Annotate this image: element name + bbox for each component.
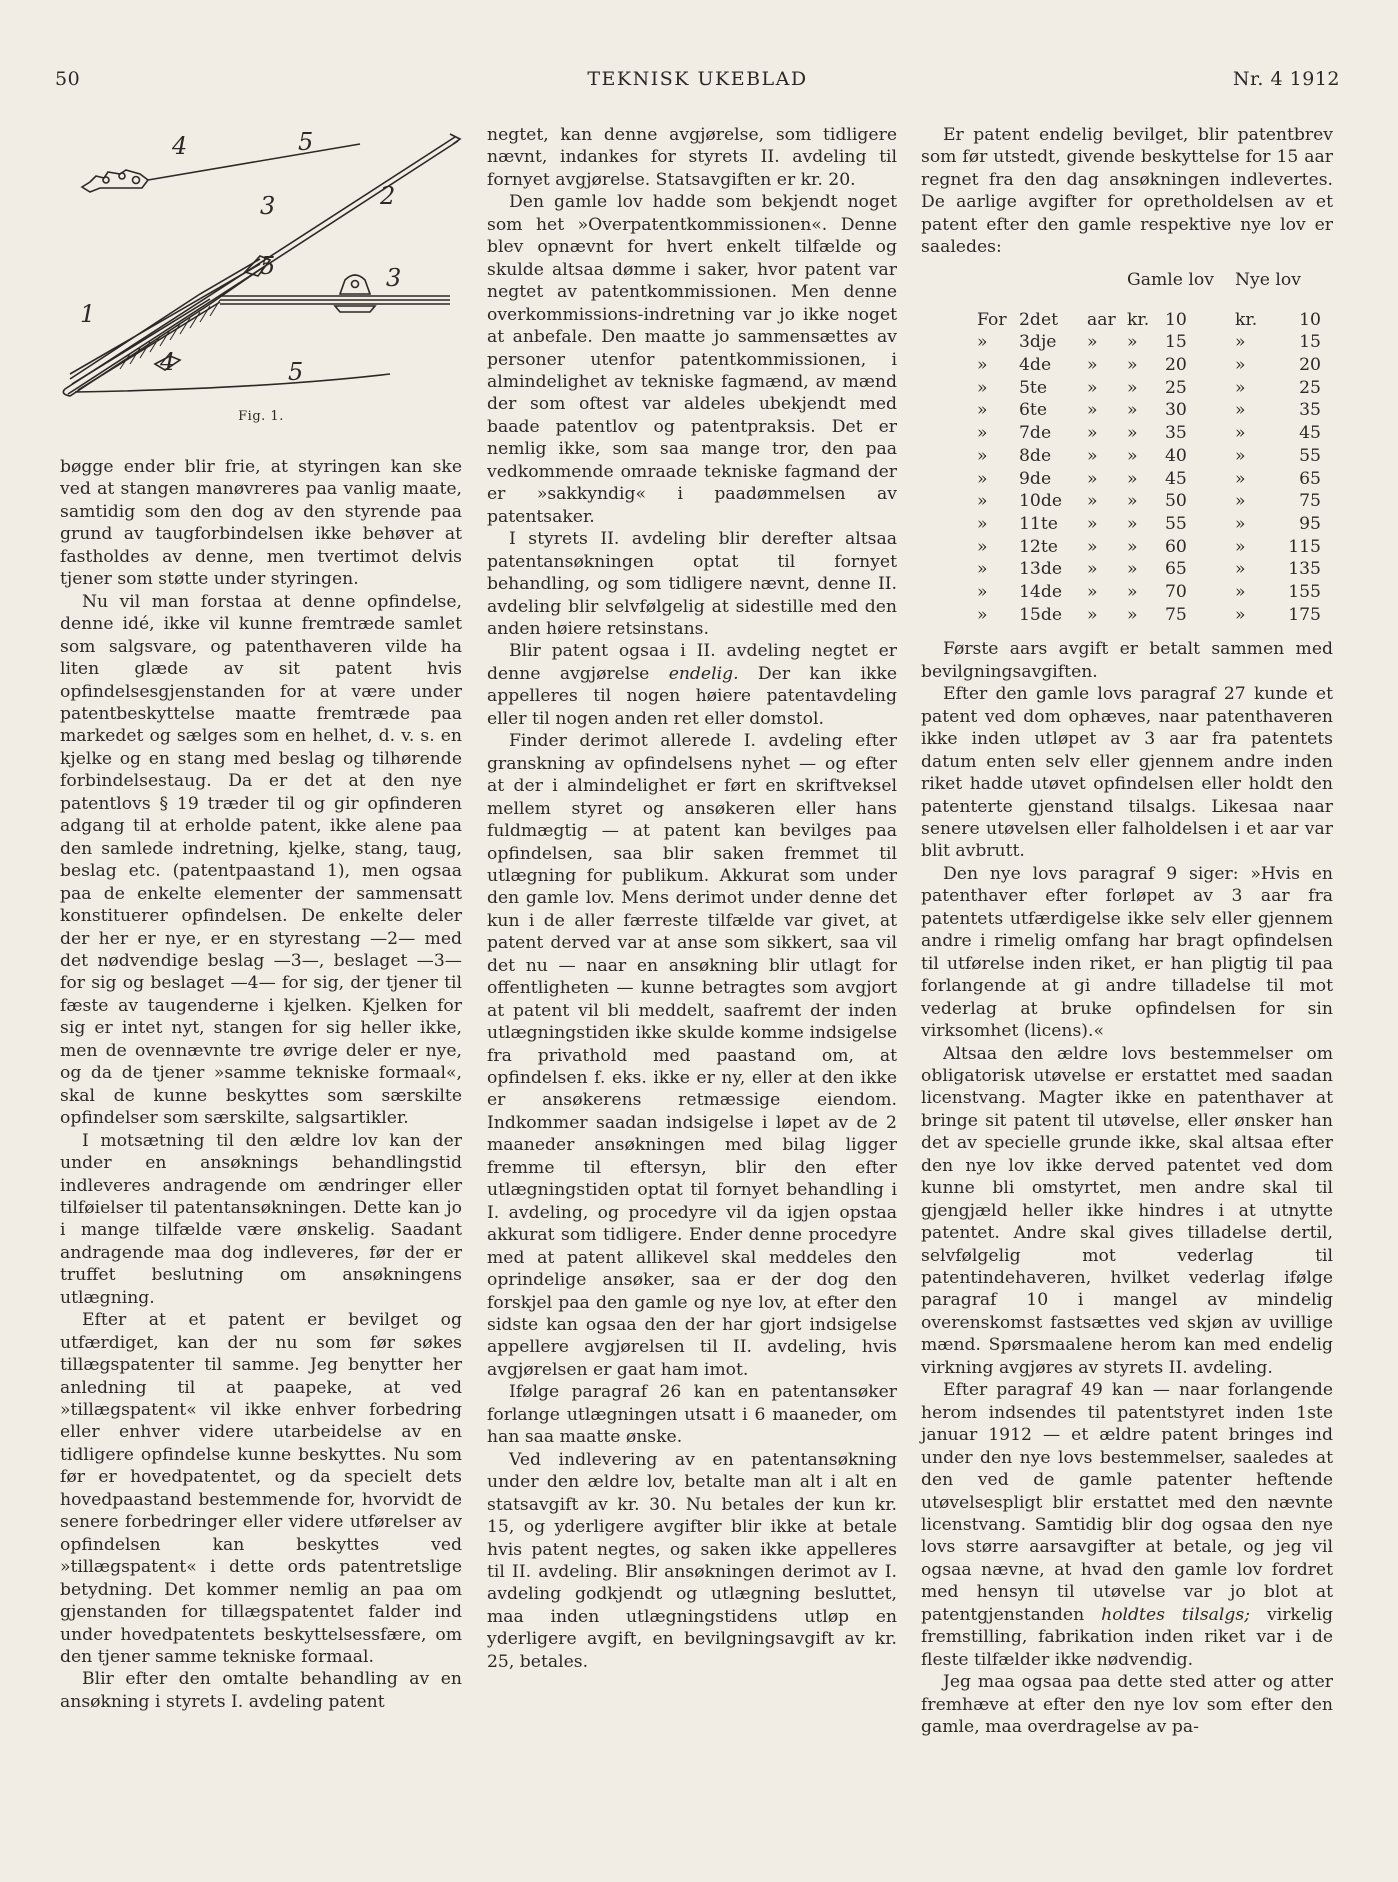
fee-table-row: [977, 468, 1321, 491]
fee-cell-kr1: »: [1127, 604, 1138, 625]
figure-label-5-mid: 5: [260, 252, 276, 280]
fee-cell-kr2: »: [1235, 559, 1246, 580]
figure-label-1: 1: [80, 300, 96, 328]
fee-table-row: [977, 445, 1321, 468]
fee-cell-kr1: kr.: [1127, 309, 1150, 330]
fee-cell-ordinal: 9de: [1019, 468, 1052, 489]
fee-cell-ordinal: 6te: [1019, 400, 1048, 421]
fee-cell-aar: »: [1087, 581, 1098, 602]
figure-label-4-top: 4: [172, 132, 188, 160]
fee-cell-kr2: »: [1235, 332, 1246, 353]
paragraph: Nu vil man forstaa at denne opfindelse, denne idé, ikke vil kunne fremtræde samlet som salgsvare, og patenthaveren vilde ha liten glæde av sit patent hvis opfindelsesgjenstanden for at være under patentbeskyttelse maatte fremtræde paa markedet og sælges som en helhet, d. v. s. en kjelke og en stang med beslag og tilhørende forbindelsestaug. Da er det at den nye patentlovs § 19 træder til og gir opfinderen adgang til at erholde patent, ikke alene paa den samlede indretning, kjelke, stang, taug, beslag etc. (patentpaastand 1), men ogsaa paa de enkelte elementer der sammensatt konstituerer opfindelsen. De enkelte deler der her er nye, er en styrestang —2— med det nødvendige beslag —3—, beslaget —3— for sig og beslaget —4— for sig, der tjener til fæste av taugenderne i kjelken. Kjelken for sig er intet nyt, stangen for sig heller ikke, men de ovennævnte tre øvrige deler er nye, og da de tjener »samme tekniske formaal«, skal de kunne beskyttes som særskilte opfindelser som særskilte, salgsartikler.: [60, 591, 462, 1129]
fee-cell-prefix: »: [977, 423, 988, 444]
fee-cell-kr2: »: [1235, 400, 1246, 421]
paragraph: Finder derimot allerede I. avdeling efter granskning av opfindelsens nyhet — og efter at der i almindelighet er ført en skriftveksel mellem styret og ansøkeren eller hans fuldmægtig — at patent kan bevilges paa opfindelsen, saa blir saken fremmet til utlægning for publikum. Akkurat som under den gamle lov. Mens derimot under denne det kun i de aller færreste tilfælde var givet, at patent derved var at anse som sikkert, saa vil det nu — naar en ansøkning blir utlagt for offentligheten — kunne betragtes som avgjort at patent vil bli meddelt, saafremt der inden utlægningstiden ikke skulde komme indsigelse fra privathold med paastand om, at opfindelsen f. eks. ikke er ny, eller at den ikke er ansøkerens retmæssige eiendom. Indkommer saadan indsigelse i løpet av de 2 maaneder ansøkningen med bilag ligger fremme til eftersyn, blir den efter utlægningstiden optat til fornyet behandling i I. avdeling, og procedyre vil da igjen opstaa akkurat som tidligere. Ender denne procedyre med at patent allikevel skal meddeles den oprindelige ansøker, saa er der dog den forskjel paa den gamle og nye lov, at efter den sidste kan ogsaa den der har gjort indsigelse appellere avgjørelsen til II. avdeling, hvis avgjørelsen er gaat ham imot.: [487, 731, 897, 1380]
fee-cell-ordinal: 15de: [1019, 604, 1063, 625]
fee-cell-old: 10: [1165, 309, 1187, 330]
fee-cell-new: 35: [1299, 400, 1321, 421]
fee-cell-new: 75: [1299, 491, 1321, 512]
fee-cell-kr1: »: [1127, 423, 1138, 444]
fee-cell-kr1: »: [1127, 559, 1138, 580]
header-new-law: Nye lov: [1235, 269, 1301, 290]
fee-cell-aar: »: [1087, 400, 1098, 421]
paragraph: I motsætning til den ældre lov kan der under en ansøknings behandlingstid indleveres andragende om ændringer eller tilføielser til patentansøkningen. Dette kan jo i mange tilfælde være ønskelig. Saadant andragende maa dog indleveres, før der er truffet beslutning om ansøkningens utlægning.: [60, 1130, 462, 1308]
fee-cell-aar: »: [1087, 559, 1098, 580]
fee-cell-prefix: »: [977, 332, 988, 353]
fee-cell-prefix: For: [977, 309, 1007, 330]
page-number: 50: [55, 68, 81, 90]
paragraph: Jeg maa ogsaa paa dette sted atter og atter fremhæve at efter den nye lov som efter den gamle, maa overdragelse av pa-: [921, 1672, 1333, 1738]
fee-table-row: [977, 354, 1321, 377]
header-old-law: Gamle lov: [1127, 269, 1214, 290]
fee-cell-kr1: »: [1127, 491, 1138, 512]
fee-cell-aar: »: [1087, 513, 1098, 534]
fee-cell-new: 15: [1299, 332, 1321, 353]
fee-table-row: [977, 399, 1321, 422]
fee-cell-new: 10: [1299, 309, 1321, 330]
fee-cell-kr2: »: [1235, 355, 1246, 376]
figure-label-5-top: 5: [298, 128, 314, 156]
fee-cell-kr2: »: [1235, 513, 1246, 534]
figure-label-3-right: 3: [386, 264, 402, 292]
paragraph: Ifølge paragraf 26 kan en patentansøker forlange utlægningen utsatt i 6 maaneder, om han saa maatte ønske.: [487, 1382, 897, 1448]
fee-cell-new: 25: [1299, 377, 1321, 398]
fee-cell-old: 50: [1165, 491, 1187, 512]
text-run: virkelig fremstilling, fabrikation inden riket var i de fleste tilfælder ikke nødvendig.: [921, 1604, 1333, 1670]
fee-cell-kr2: »: [1235, 468, 1246, 489]
fee-table-row: [977, 604, 1321, 627]
fee-cell-ordinal: 11te: [1019, 513, 1058, 534]
figure-label-3-mid: 3: [260, 192, 276, 220]
fee-cell-old: 75: [1165, 604, 1187, 625]
paragraph: Er patent endelig bevilget, blir patentbrev som før utstedt, givende beskyttelse for 15 aar regnet fra den dag ansøkningen indlevertes. De aarlige avgifter for opretholdelsen av et patent efter den gamle respektive nye lov er saaledes:: [921, 125, 1333, 258]
fee-cell-aar: »: [1087, 604, 1098, 625]
column-2: [487, 124, 897, 1673]
fee-cell-aar: »: [1087, 491, 1098, 512]
fee-table-row: [977, 490, 1321, 513]
fee-cell-aar: »: [1087, 536, 1098, 557]
fee-cell-kr1: »: [1127, 445, 1138, 466]
fee-cell-old: 25: [1165, 377, 1187, 398]
fee-cell-prefix: »: [977, 513, 988, 534]
fee-cell-kr1: »: [1127, 513, 1138, 534]
page-header: [55, 68, 1340, 98]
fee-cell-aar: »: [1087, 355, 1098, 376]
fee-cell-ordinal: 7de: [1019, 423, 1052, 444]
fee-cell-old: 70: [1165, 581, 1187, 602]
fee-cell-prefix: »: [977, 536, 988, 557]
fee-cell-ordinal: 4de: [1019, 355, 1052, 376]
fee-table-row: [977, 513, 1321, 536]
paragraph: Efter at et patent er bevilget og utfærdiget, kan der nu som før søkes tillægspatenter til samme. Jeg benytter her anledning til at paapeke, at ved »tillægspatent« vil ikke enhver forbedring eller enhver videre utarbeidelse av en tidligere opfindelse kunne beskyttes. Nu som før er hovedpatentet, og da specielt dets hovedpaastand bestemmende for, hvorvidt de senere forbedringer eller videre utførelser av opfindelsen kan beskyttes ved »tillægspatent« i dette ords patentretslige betydning. Det kommer nemlig an paa om gjenstanden for tillægspatentet falder ind under hovedpatentets beskyttelsessfære, om den tjener samme tekniske formaal.: [60, 1310, 462, 1668]
fee-cell-new: 95: [1299, 513, 1321, 534]
fee-cell-old: 20: [1165, 355, 1187, 376]
fee-table-row: [977, 581, 1321, 604]
fee-cell-kr2: »: [1235, 445, 1246, 466]
paragraph: Blir efter den omtalte behandling av en ansøkning i styrets I. avdeling patent: [60, 1669, 462, 1712]
paragraph: [487, 640, 897, 730]
paragraph: negtet, kan denne avgjørelse, som tidligere nævnt, indankes for styrets II. avdeling til fornyet avgjørelse. Statsavgiften er kr. 20.: [487, 125, 897, 190]
fee-cell-old: 55: [1165, 513, 1187, 534]
fee-cell-new: 155: [1288, 581, 1321, 602]
fee-table-row: [977, 422, 1321, 445]
fee-cell-kr1: »: [1127, 377, 1138, 398]
fee-table-row: [977, 331, 1321, 354]
fee-table-header: [977, 269, 1321, 309]
fee-cell-aar: »: [1087, 377, 1098, 398]
text-run: Blir patent ogsaa i II. avdeling negtet er denne avgjørelse: [487, 641, 897, 684]
emphasis: endelig.: [668, 663, 739, 684]
fee-cell-kr1: »: [1127, 536, 1138, 557]
fee-cell-kr1: »: [1127, 400, 1138, 421]
journal-title: TEKNISK UKEBLAD: [587, 68, 808, 90]
fee-cell-old: 45: [1165, 468, 1187, 489]
fee-table-row: [977, 558, 1321, 581]
emphasis: holdtes tilsalgs;: [1101, 1604, 1251, 1625]
fee-cell-prefix: »: [977, 400, 988, 421]
fee-cell-kr2: »: [1235, 423, 1246, 444]
fee-cell-old: 60: [1165, 536, 1187, 557]
text-run: Der kan ikke appelleres til nogen høiere patentavdeling eller til nogen anden ret eller domstol.: [487, 663, 897, 729]
paragraph: Efter den gamle lovs paragraf 27 kunde et patent ved dom ophæves, naar patenthaveren ikke inden utløpet av 3 aar fra patentets datum enten selv eller gjennem andre inden riket hadde utøvet opfindelsen eller holdt den patenterte gjenstand tilsalgs. Likesaa naar senere utøvelsen eller falholdelsen i et aar var blit avbrutt.: [921, 684, 1333, 862]
fee-cell-prefix: »: [977, 355, 988, 376]
fee-cell-kr2: kr.: [1235, 309, 1258, 330]
fee-cell-new: 45: [1299, 423, 1321, 444]
figure-1: [60, 124, 462, 454]
fee-table-row: [977, 309, 1321, 332]
fee-cell-kr1: »: [1127, 581, 1138, 602]
fee-cell-kr2: »: [1235, 581, 1246, 602]
fee-cell-aar: »: [1087, 332, 1098, 353]
fee-cell-ordinal: 12te: [1019, 536, 1058, 557]
fee-cell-ordinal: 2det: [1019, 309, 1059, 330]
paragraph: Ved indlevering av en patentansøkning under den ældre lov, betalte man alt i alt en statsavgift av kr. 30. Nu betales der kun kr. 15, og yderligere avgifter blir ikke at betale hvis patent negtes, og saken ikke appelleres til II. avdeling. Blir ansøkningen derimot av I. avdeling godkjendt og utlægning besluttet, maa inden utlægningstidens utløp en yderligere avgift, en bevilgningsavgift av kr. 25, betales.: [487, 1449, 897, 1672]
fee-table-row: [977, 536, 1321, 559]
fee-cell-aar: »: [1087, 423, 1098, 444]
fee-cell-new: 175: [1288, 604, 1321, 625]
fee-cell-aar: aar: [1087, 309, 1116, 330]
fee-cell-new: 135: [1288, 559, 1321, 580]
fee-cell-prefix: »: [977, 468, 988, 489]
fee-cell-ordinal: 13de: [1019, 559, 1063, 580]
fee-cell-new: 55: [1299, 445, 1321, 466]
paragraph: Den nye lovs paragraf 9 siger: »Hvis en patenthaver efter forløpet av 3 aar fra patentets utfærdigelse ikke selv eller gjennem andre i rimelig omfang har bragt opfindelsen til utførelse inden riket, er han pligtig til paa forlangende at gi andre tilladelse til mot vederlag at bruke opfindelsen for sin virksomhet (licens).«: [921, 863, 1333, 1042]
paragraph: Altsaa den ældre lovs bestemmelser om obligatorisk utøvelse er erstattet med saadan licenstvang. Magter ikke en patenthaver at bringe sit patent til utøvelse, eller ønsker han det av specielle grunde ikke, skal altsaa efter den nye lov ikke derved patentet ved dom kunne bli omstyrtet, men andre skal til gjengjæld heller ikke hindres i at utnytte patentet. Andre skal gives tilladelse dertil, selvfølgelig mot vederlag til patentindehaveren, hvilket vederlag ifølge paragraf 10 i mangel av mindelig overenskomst fastsættes ved skjøn av uvillige mænd. Spørsmaalene herom kan med endelig virkning avgjøres av styrets II. avdeling.: [921, 1043, 1333, 1378]
figure-label-4-bottom: 4: [160, 348, 176, 376]
fee-cell-new: 115: [1288, 536, 1321, 557]
fee-table: [977, 269, 1321, 627]
paragraph: I styrets II. avdeling blir derefter altsaa patentansøkningen optat til fornyet behandling, og som tidligere nævnt, denne II. avdeling blir selvfølgelig at sidestille med den anden høiere retsinstans.: [487, 529, 897, 639]
figure-label-2: 2: [380, 182, 396, 210]
fee-cell-old: 15: [1165, 332, 1187, 353]
issue-number: Nr. 4 1912: [1232, 68, 1340, 90]
fee-cell-prefix: »: [977, 581, 988, 602]
fee-cell-aar: »: [1087, 468, 1098, 489]
fee-cell-kr1: »: [1127, 355, 1138, 376]
fee-cell-ordinal: 10de: [1019, 491, 1063, 512]
figure-caption: Fig. 1.: [238, 409, 284, 424]
fee-cell-kr2: »: [1235, 491, 1246, 512]
fee-cell-ordinal: 5te: [1019, 377, 1048, 398]
column-1: [60, 124, 462, 1713]
fee-cell-prefix: »: [977, 445, 988, 466]
fee-cell-new: 65: [1299, 468, 1321, 489]
fee-cell-new: 20: [1299, 355, 1321, 376]
fee-cell-ordinal: 14de: [1019, 581, 1063, 602]
column-3: [921, 124, 1333, 1739]
fee-cell-kr2: »: [1235, 377, 1246, 398]
fee-table-row: [977, 377, 1321, 400]
fee-cell-old: 30: [1165, 400, 1187, 421]
paragraph: bøgge ender blir frie, at styringen kan ske ved at stangen manøvreres paa vanlig maate, samtidig som den dog av den styrende paa grund av taugforbindelsen ikke behøver at fastholdes av denne, men tvertimot delvis tjener som støtte under styringen.: [60, 457, 462, 590]
fee-cell-kr2: »: [1235, 604, 1246, 625]
fee-cell-old: 35: [1165, 423, 1187, 444]
fee-cell-prefix: »: [977, 377, 988, 398]
fee-cell-prefix: »: [977, 604, 988, 625]
figure-label-5-bottom: 5: [288, 358, 304, 386]
fee-cell-ordinal: 8de: [1019, 445, 1052, 466]
fee-cell-old: 65: [1165, 559, 1187, 580]
fee-cell-prefix: »: [977, 491, 988, 512]
fee-cell-old: 40: [1165, 445, 1187, 466]
paragraph: Den gamle lov hadde som bekjendt noget som het »Overpatentkommissionen«. Denne blev opnævnt for hvert enkelt tilfælde og skulde altsaa dømme i saker, hvor patent var negtet av patentkommissionen. Men denne overkommissions-indretning var jo ikke noget at anbefale. Den maatte jo sammensættes av personer utenfor patentkommissionen, i almindelighet av tekniske fagmænd, av mænd der som oftest var aldeles ubekjendt med baade patentlov og patentpraksis. Det er nemlig ikke, som saa mange tror, den paa vedkommende omraade tekniske fagmand der er »sakkyndig« i paadømmelsen av patentsaker.: [487, 192, 897, 527]
fee-cell-kr1: »: [1127, 332, 1138, 353]
paragraph: Første aars avgift er betalt sammen med bevilgningsavgiften.: [921, 639, 1333, 682]
fee-cell-ordinal: 3dje: [1019, 332, 1057, 353]
text-run: Efter paragraf 49 kan — naar forlangende herom indsendes til patentstyret inden 1ste januar 1912 — et ældre patent bringes ind under den nye lovs bestemmelser, saaledes at den ved de gamle patenter heftende utøvelsespligt blir erstattet med den nævnte licenstvang. Samtidig blir dog ogsaa den nye lovs større aarsavgifter at betale, og jeg vil ogsaa nævne, at hvad den gamle lov fordret med hensyn til utøvelse var jo blot at patentgjenstanden: [921, 1380, 1333, 1625]
fee-cell-kr1: »: [1127, 468, 1138, 489]
fee-cell-aar: »: [1087, 445, 1098, 466]
paragraph: [921, 1379, 1333, 1671]
fee-cell-kr2: »: [1235, 536, 1246, 557]
fee-cell-prefix: »: [977, 559, 988, 580]
sled-steering-diagram: [60, 124, 462, 404]
